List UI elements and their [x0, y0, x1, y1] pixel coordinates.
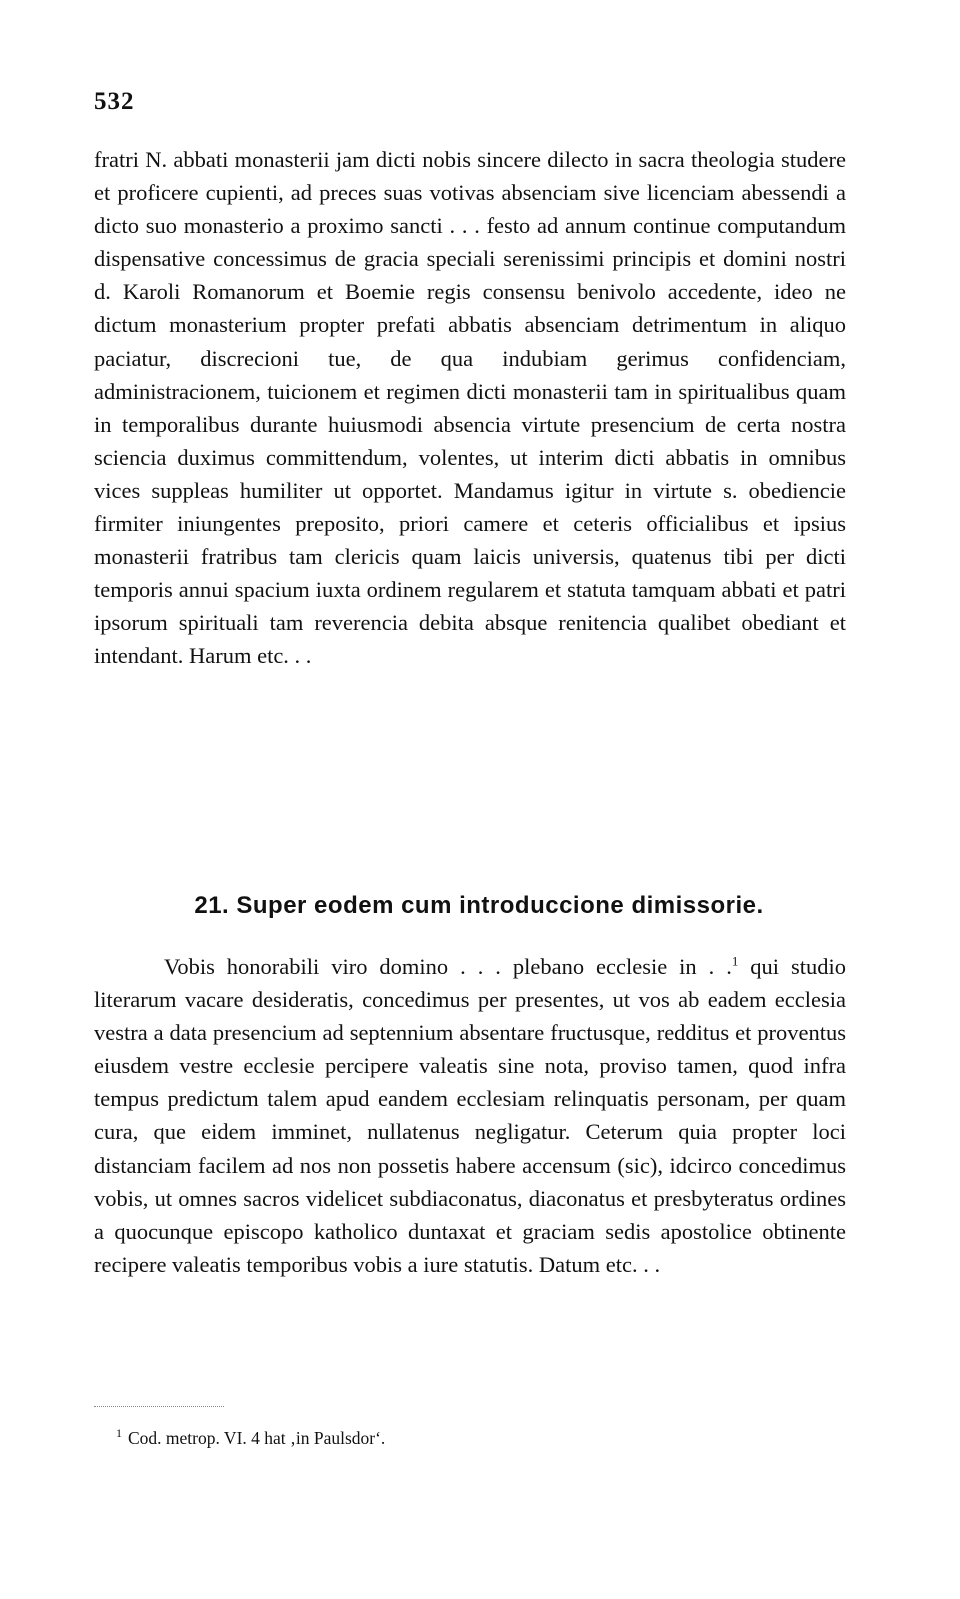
- body-paragraph-1: [94, 143, 846, 673]
- paragraph-1-text: fratri N. abbati monasterii jam dicti nobis sincere dilecto in sacra theologia studere et proficere cupienti, ad preces suas votivas absenciam sive licenciam abessendi a dicto suo monasterio a proximo sancti . . . festo ad annum continue computandum dispensative concessimus de gracia speciali serenissimi principis et domini nostri d. Karoli Romanorum et Boemie regis consensu benivolo accedente, ideo ne dictum monasterium propter prefati abbatis absenciam detrimentum in aliquo paciatur, discrecioni tue, de qua indubiam gerimus confidenciam, administracionem, tuicionem et regimen dicti monasterii tam in spiritualibus quam in temporalibus durante huiusmodi absencia virtute presencium de certa nostra sciencia duximus committendum, volentes, ut interim dicti abbatis in omnibus vices suppleas humiliter ut opportet. Mandamus igitur in virtute s. obediencie firmiter iniungentes preposito, priori camere et ceteris officialibus et ipsius monasterii fratribus tam clericis quam laicis universis, quatenus tibi per dicti temporis annui spacium iuxta ordinem regularem et statuta tamquam abbati et patri ipsorum spirituali tam reverencia debita absque renitencia qualibet obediant et intendant. Harum etc. . .: [94, 147, 846, 669]
- footnote: [116, 1427, 385, 1449]
- paragraph-2-text: [94, 950, 846, 1281]
- section-heading: 21. Super eodem cum introduccione dimissorie.: [194, 892, 764, 919]
- footnote-mark: 1: [116, 1426, 122, 1441]
- body-paragraph-2: [94, 950, 846, 1281]
- paragraph-2-text-before-note: Vobis honorabili viro domino . . . plebano ecclesie in . .: [164, 954, 732, 979]
- page-number: 532: [94, 88, 135, 115]
- footnote-text: Cod. metrop. VI. 4 hat ‚in Paulsdor‘.: [128, 1428, 386, 1448]
- footnote-reference-mark: 1: [731, 953, 739, 969]
- footnote-separator: [94, 1406, 224, 1407]
- paragraph-2-text-after-note: qui studio literarum vacare desideratis, concedimus per presentes, ut vos ab eadem ecclesia vestra a data presencium ad septennium absentare fructusque, redditus et proventus eiusdem vestre ecclesie percipere valeatis sine nota, proviso tamen, quod infra tempus predictum talem apud eandem ecclesiam relinquatis personam, per quam cura, que eidem imminet, nullatenus negligatur. Ceterum quia propter loci distanciam facilem ad nos non possetis habere accensum (sic), idcirco concedimus vobis, ut omnes sacros videlicet subdiaconatus, diaconatus et presbyteratus ordines a quocunque episcopo katholico duntaxat et graciam sedis apostolice obtinente recipere valeatis temporibus vobis a iure statutis. Datum etc. . .: [94, 954, 846, 1277]
